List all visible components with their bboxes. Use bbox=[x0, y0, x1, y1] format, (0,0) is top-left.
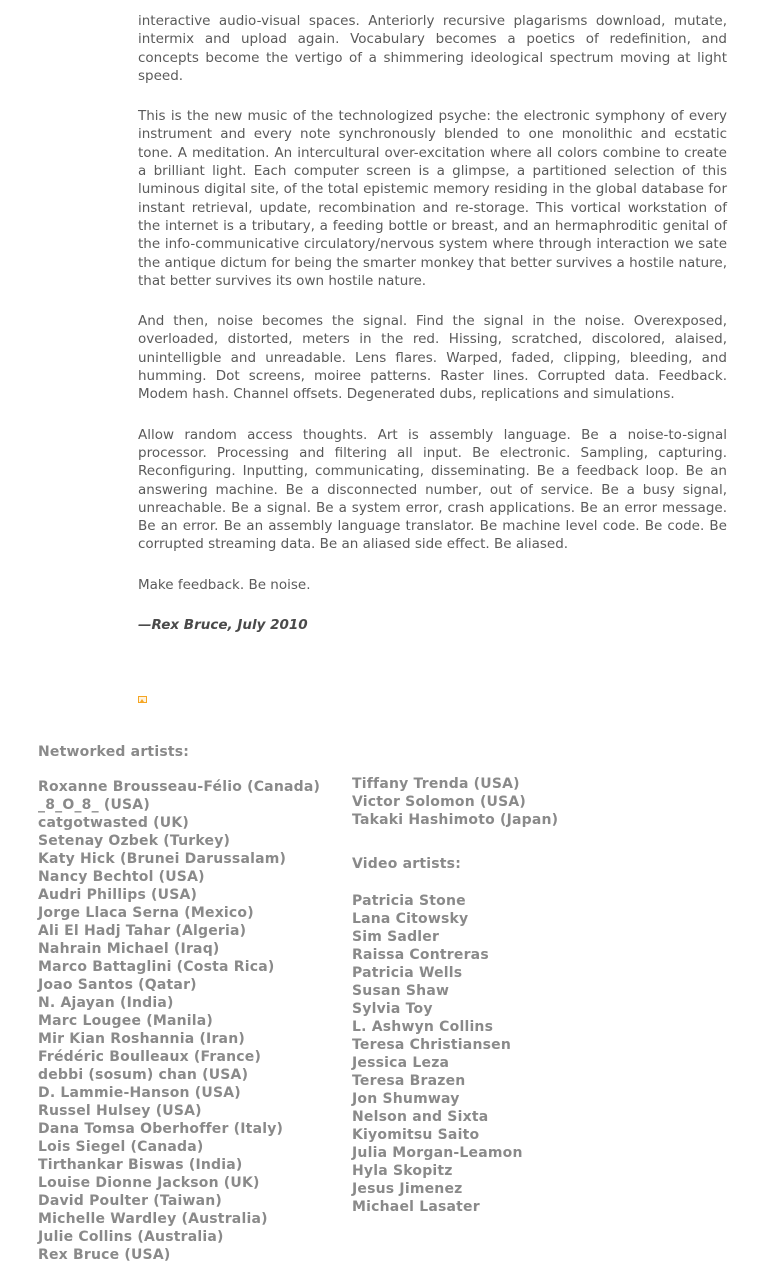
networked-artists-heading: Networked artists: bbox=[38, 744, 190, 760]
artist-name: Jesus Jimenez bbox=[352, 1181, 463, 1197]
artist-name: Marco Battaglini (Costa Rica) bbox=[38, 959, 275, 975]
artist-name: Lana Citowsky bbox=[352, 911, 469, 927]
artist-name: Jon Shumway bbox=[352, 1091, 460, 1107]
artist-name: Russel Hulsey (USA) bbox=[38, 1103, 202, 1119]
artist-name: Mir Kian Roshannia (Iran) bbox=[38, 1031, 245, 1047]
artist-name: Patricia Stone bbox=[352, 893, 466, 909]
artist-name: Audri Phillips (USA) bbox=[38, 887, 198, 903]
essay-paragraph: Allow random access thoughts. Art is assembly language. Be a noise-to-signal processor. Processing and filtering all input. Be electronic. Sampling, capturing. Reconfiguring. Inputting, communicating, disseminating. Be a feedback loop. Be an answering machine. Be a disconnected number, out of service. Be a busy signal, unreachable. Be a signal. Be a system error, crash applications. Be an error message. Be an error. Be an assembly language translator. Be machine level code. Be code. Be corrupted streaming data. Be an aliased side effect. Be aliased. bbox=[138, 426, 727, 553]
video-artists-list bbox=[352, 892, 738, 1216]
essay-paragraph: interactive audio-visual spaces. Anteriorly recursive plagarisms download, mutate, intermix and upload again. Vocabulary becomes a poetics of redefinition, and concepts become the vertigo of a shimmering ideological spectrum moving at light speed. bbox=[138, 13, 727, 84]
artist-name: Katy Hick (Brunei Darussalam) bbox=[38, 851, 287, 867]
artist-name: Takaki Hashimoto (Japan) bbox=[352, 812, 559, 828]
artist-name: Joao Santos (Qatar) bbox=[38, 977, 197, 993]
artist-name: Hyla Skopitz bbox=[352, 1163, 453, 1179]
essay-signature: —Rex Bruce, July 2010 bbox=[138, 617, 308, 634]
artist-name: _8_O_8_ (USA) bbox=[38, 797, 150, 813]
artist-name: Victor Solomon (USA) bbox=[352, 794, 527, 810]
artist-name: Julie Collins (Australia) bbox=[38, 1229, 224, 1245]
artist-name: Roxanne Brousseau-Félio (Canada) bbox=[38, 779, 321, 795]
broken-image-icon bbox=[138, 696, 147, 703]
essay-paragraph: And then, noise becomes the signal. Find the signal in the noise. Overexposed, overloaded, distorted, meters in the red. Hissing, scratched, discolored, alaised, unintelligble and unreadable. Lens flares. Warped, faded, clipping, bleeding, and humming. Dot screens, moiree patterns. Raster lines. Corrupted data. Feedback. Modem hash. Channel offsets. Degenerated dubs, replications and simulations. bbox=[138, 313, 727, 403]
artist-name: Teresa Brazen bbox=[352, 1073, 466, 1089]
artist-name: Tiffany Trenda (USA) bbox=[352, 776, 520, 792]
artist-name: Ali El Hadj Tahar (Algeria) bbox=[38, 923, 247, 939]
artist-name: Frédéric Boulleaux (France) bbox=[38, 1049, 262, 1065]
artist-name: Rex Bruce (USA) bbox=[38, 1247, 171, 1263]
artist-name: Jorge Llaca Serna (Mexico) bbox=[38, 905, 254, 921]
networked-artists-column-1 bbox=[38, 743, 352, 1264]
artist-name: Lois Siegel (Canada) bbox=[38, 1139, 204, 1155]
artist-name: Marc Lougee (Manila) bbox=[38, 1013, 214, 1029]
artist-name: debbi (sosum) chan (USA) bbox=[38, 1067, 249, 1083]
artist-name: David Poulter (Taiwan) bbox=[38, 1193, 223, 1209]
artist-name: Nahrain Michael (Iraq) bbox=[38, 941, 220, 957]
video-artists-heading: Video artists: bbox=[352, 856, 461, 872]
artist-name: Dana Tomsa Oberhoffer (Italy) bbox=[38, 1121, 284, 1137]
artist-name: Louise Dionne Jackson (UK) bbox=[38, 1175, 260, 1191]
artist-name: Setenay Ozbek (Turkey) bbox=[38, 833, 231, 849]
artist-name: Kiyomitsu Saito bbox=[352, 1127, 480, 1143]
artist-name: Sim Sadler bbox=[352, 929, 440, 945]
networked-artists-list-2 bbox=[352, 775, 738, 829]
artist-name: Michelle Wardley (Australia) bbox=[38, 1211, 268, 1227]
artist-name: Teresa Christiansen bbox=[352, 1037, 512, 1053]
artist-name: Nancy Bechtol (USA) bbox=[38, 869, 205, 885]
artist-name: N. Ajayan (India) bbox=[38, 995, 174, 1011]
essay-paragraph: Make feedback. Be noise. bbox=[138, 576, 311, 593]
artist-name: Raissa Contreras bbox=[352, 947, 489, 963]
artist-lists-section bbox=[38, 743, 738, 1264]
essay-text-block bbox=[138, 12, 727, 634]
networked-artists-column-2 bbox=[352, 743, 738, 1264]
artist-name: Julia Morgan-Leamon bbox=[352, 1145, 523, 1161]
artist-name: Patricia Wells bbox=[352, 965, 463, 981]
artist-name: D. Lammie-Hanson (USA) bbox=[38, 1085, 241, 1101]
essay-paragraphs bbox=[138, 12, 727, 594]
artist-name: catgotwasted (UK) bbox=[38, 815, 189, 831]
artist-name: Nelson and Sixta bbox=[352, 1109, 489, 1125]
networked-artists-list-1 bbox=[38, 778, 352, 1264]
artist-name: Michael Lasater bbox=[352, 1199, 480, 1215]
artist-name: Susan Shaw bbox=[352, 983, 450, 999]
artist-name: Jessica Leza bbox=[352, 1055, 450, 1071]
artist-name: Tirthankar Biswas (India) bbox=[38, 1157, 243, 1173]
artist-name: L. Ashwyn Collins bbox=[352, 1019, 494, 1035]
essay-paragraph: This is the new music of the technologized psyche: the electronic symphony of every instrument and every note synchronously blended to one monolithic and ecstatic tone. A meditation. An intercultural over-excitation where all colors combine to create a brilliant light. Each computer screen is a glimpse, a partitioned selection of this luminous digital site, of the total epistemic memory residing in the global database for instant retrieval, update, recombination and re-storage. This vortical workstation of the internet is a tributary, a feeding bottle or breast, and an hermaphroditic genital of the info-communicative circulatory/nervous system where through interaction we sate the antique dictum for being the smarter monkey that better survives a hostile nature, that better survives its own hostile nature. bbox=[138, 108, 727, 289]
artist-name: Sylvia Toy bbox=[352, 1001, 433, 1017]
